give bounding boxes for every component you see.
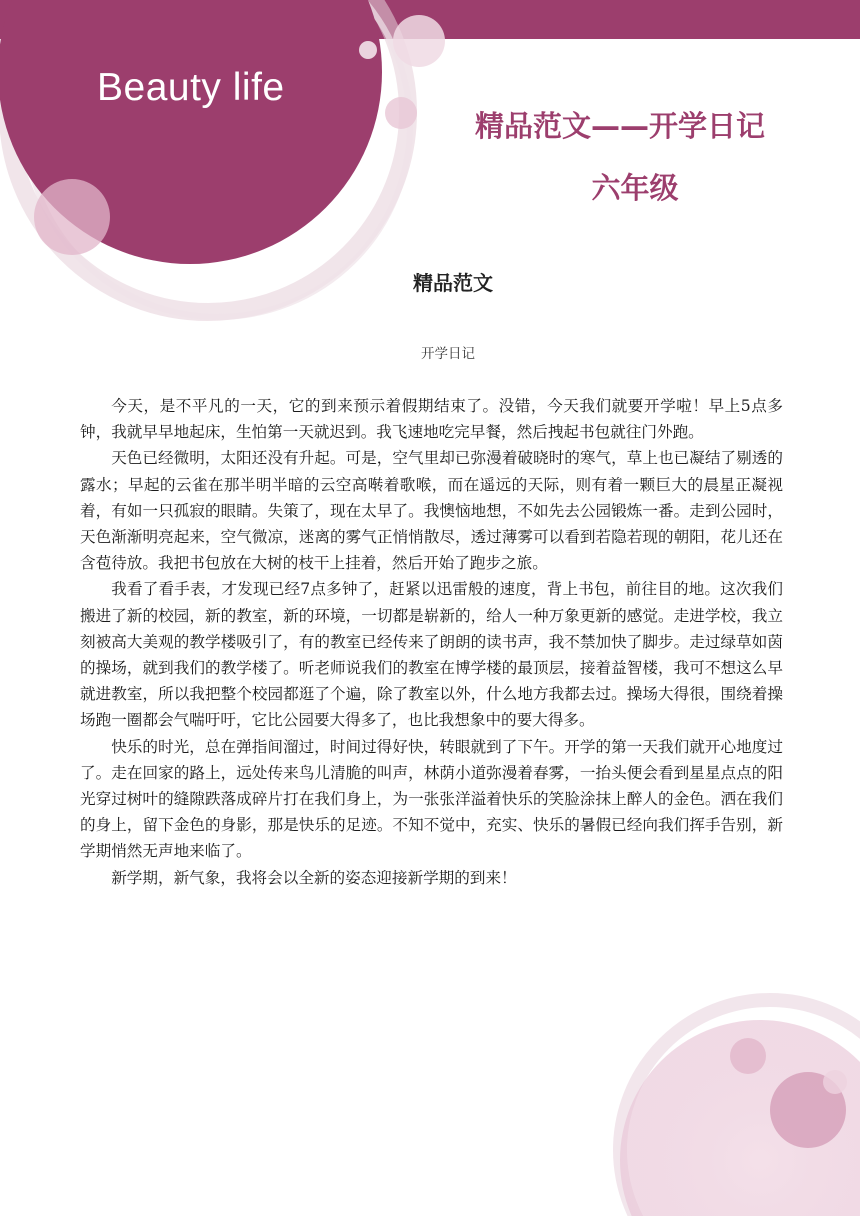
paragraph: 天色已经微明，太阳还没有升起。可是，空气里却已弥漫着破晓时的寒气，草上也已凝结了剔透的露水；早起的云雀在那半明半暗的云空高啭着歌喉，而在遥远的天际，则有着一颗巨大的晨星正凝视着，有如一只孤寂的眼睛。失策了，现在太早了。我懊恼地想，不如先去公园锻炼一番。走到公园时，天色渐渐明亮起来，空气微凉，迷离的雾气正悄悄散尽，透过薄雾可以看到若隐若现的朝阳，花儿还在含苞待放。我把书包放在大树的枝干上挂着，然后开始了跑步之旅。	[80, 449, 783, 573]
paragraph: 今天，是不平凡的一天，它的到来预示着假期结束了。没错，今天我们就要开学啦！早上5点多钟，我就早早地起床，生怕第一天就迟到。我飞速地吃完早餐，然后拽起书包就往门外跑。	[80, 397, 783, 442]
bubble	[34, 179, 110, 255]
document-subtitle: 开学日记	[421, 346, 475, 362]
bubble	[359, 41, 377, 59]
document-heading: 精品范文	[413, 271, 493, 295]
bubble	[385, 97, 417, 129]
grade-label: 六年级	[591, 171, 679, 205]
paragraph: 我看了看手表，才发现已经7点多钟了，赶紧以迅雷般的速度，背上书包，前往目的地。这次我们搬进了新的校园，新的教室，新的环境，一切都是崭新的，给人一种万象更新的感觉。走进学校，我立刻被高大美观的教学楼吸引了，有的教室已经传来了朗朗的读书声，我不禁加快了脚步。走过绿草如茵的操场，就到我们的教学楼了。听老师说我们的教室在博学楼的最顶层，接着益智楼，我可不想这么早就进教室，所以我把整个校园都逛了个遍，除了教室以外，什么地方我都去过。操场大得很，围绕着操场跑一圈都会气喘吁吁，它比公园要大得多了，也比我想象中的要大得多。	[80, 580, 783, 730]
brand-logo-text: Beauty life	[97, 66, 285, 109]
paragraph: 快乐的时光，总在弹指间溜过，时间过得好快，转眼就到了下午。开学的第一天我们就开心地度过了。走在回家的路上，远处传来鸟儿清脆的叫声，林荫小道弥漫着春雾，一抬头便会看到星星点点的阳光穿过树叶的缝隙跌落成碎片打在我们身上，为一张张洋溢着快乐的笑脸涂抹上醉人的金色。洒在我们的身上，留下金色的身影，那是快乐的足迹。不知不觉中，充实、快乐的暑假已经向我们挥手告别，新学期悄然无声地来临了。	[80, 737, 783, 861]
bubble	[730, 1038, 766, 1074]
bubble	[823, 1070, 847, 1094]
page-title: 精品范文——开学日记	[474, 109, 765, 143]
paragraph: 新学期，新气象，我将会以全新的姿态迎接新学期的到来！	[111, 868, 517, 887]
bubble	[393, 15, 445, 67]
article-body	[80, 393, 783, 891]
